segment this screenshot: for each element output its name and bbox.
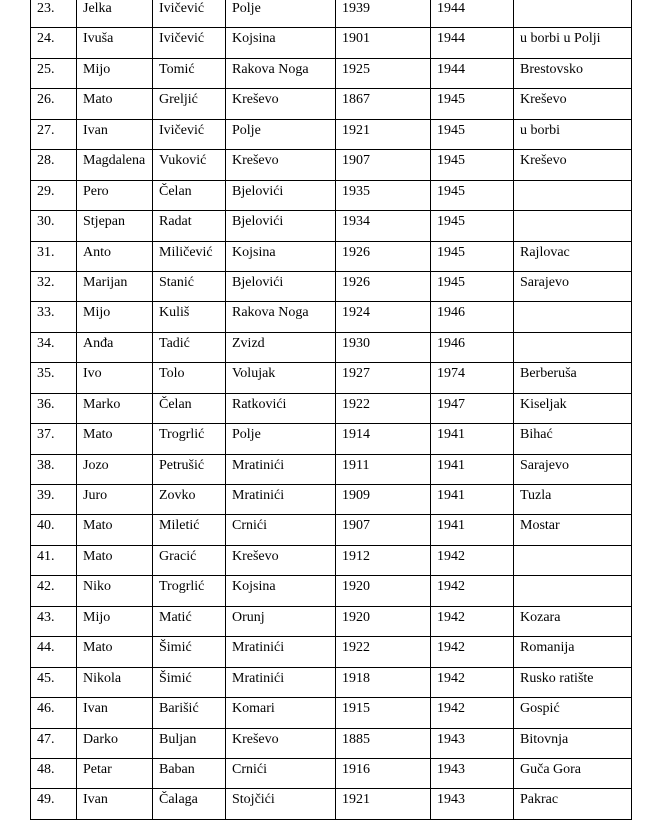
place-of-death-cell: [514, 332, 632, 362]
first-name-cell: Mato: [77, 515, 153, 545]
first-name-cell: Petar: [77, 758, 153, 788]
last-name-cell: Buljan: [153, 728, 226, 758]
death-year-cell: 1941: [431, 515, 514, 545]
row-number-cell: 40.: [31, 515, 77, 545]
death-year-cell: 1943: [431, 728, 514, 758]
birth-year-cell: 1924: [336, 302, 431, 332]
birthplace-cell: Crnići: [226, 515, 336, 545]
last-name-cell: Tolo: [153, 363, 226, 393]
row-number-cell: 28.: [31, 150, 77, 180]
first-name-cell: Mijo: [77, 302, 153, 332]
table-row: [31, 789, 632, 819]
death-year-cell: 1944: [431, 58, 514, 88]
table-row: [31, 515, 632, 545]
death-year-cell: 1946: [431, 302, 514, 332]
table-row: [31, 424, 632, 454]
row-number-cell: 46.: [31, 698, 77, 728]
table-body: [31, 0, 632, 819]
birth-year-cell: 1885: [336, 728, 431, 758]
last-name-cell: Matić: [153, 606, 226, 636]
death-year-cell: 1941: [431, 454, 514, 484]
birth-year-cell: 1911: [336, 454, 431, 484]
row-number-cell: 44.: [31, 637, 77, 667]
birth-year-cell: 1921: [336, 119, 431, 149]
death-year-cell: 1945: [431, 180, 514, 210]
birth-year-cell: 1867: [336, 89, 431, 119]
death-year-cell: 1946: [431, 332, 514, 362]
death-year-cell: 1942: [431, 667, 514, 697]
first-name-cell: Juro: [77, 485, 153, 515]
birth-year-cell: 1926: [336, 271, 431, 301]
row-number-cell: 24.: [31, 28, 77, 58]
table-row: [31, 758, 632, 788]
death-year-cell: 1942: [431, 576, 514, 606]
birth-year-cell: 1918: [336, 667, 431, 697]
death-year-cell: 1974: [431, 363, 514, 393]
first-name-cell: Mijo: [77, 58, 153, 88]
row-number-cell: 33.: [31, 302, 77, 332]
birthplace-cell: Mratinići: [226, 454, 336, 484]
death-year-cell: 1942: [431, 637, 514, 667]
birthplace-cell: Ratkovići: [226, 393, 336, 423]
first-name-cell: Ivo: [77, 363, 153, 393]
place-of-death-cell: Sarajevo: [514, 454, 632, 484]
last-name-cell: Miličević: [153, 241, 226, 271]
birthplace-cell: Kreševo: [226, 89, 336, 119]
birthplace-cell: Rakova Noga: [226, 302, 336, 332]
death-year-cell: 1942: [431, 545, 514, 575]
table-row: [31, 28, 632, 58]
table-row: [31, 545, 632, 575]
place-of-death-cell: Guča Gora: [514, 758, 632, 788]
last-name-cell: Petrušić: [153, 454, 226, 484]
death-year-cell: 1941: [431, 424, 514, 454]
birthplace-cell: Zvizd: [226, 332, 336, 362]
first-name-cell: Ivan: [77, 119, 153, 149]
last-name-cell: Čelan: [153, 180, 226, 210]
death-year-cell: 1944: [431, 28, 514, 58]
row-number-cell: 29.: [31, 180, 77, 210]
birthplace-cell: Stojčići: [226, 789, 336, 819]
birthplace-cell: Kojsina: [226, 241, 336, 271]
first-name-cell: Ivuša: [77, 28, 153, 58]
first-name-cell: Mijo: [77, 606, 153, 636]
birth-year-cell: 1922: [336, 637, 431, 667]
place-of-death-cell: Kreševo: [514, 89, 632, 119]
birthplace-cell: Komari: [226, 698, 336, 728]
birth-year-cell: 1909: [336, 485, 431, 515]
last-name-cell: Ivičević: [153, 28, 226, 58]
victims-table: [30, 0, 632, 820]
place-of-death-cell: [514, 0, 632, 28]
last-name-cell: Šimić: [153, 667, 226, 697]
place-of-death-cell: Kreševo: [514, 150, 632, 180]
death-year-cell: 1945: [431, 211, 514, 241]
table-row: [31, 58, 632, 88]
death-year-cell: 1945: [431, 89, 514, 119]
row-number-cell: 37.: [31, 424, 77, 454]
row-number-cell: 48.: [31, 758, 77, 788]
birthplace-cell: Crnići: [226, 758, 336, 788]
table-row: [31, 698, 632, 728]
first-name-cell: Ivan: [77, 789, 153, 819]
table-row: [31, 241, 632, 271]
place-of-death-cell: Rusko ratište: [514, 667, 632, 697]
birth-year-cell: 1914: [336, 424, 431, 454]
first-name-cell: Marko: [77, 393, 153, 423]
table-row: [31, 606, 632, 636]
birth-year-cell: 1916: [336, 758, 431, 788]
first-name-cell: Niko: [77, 576, 153, 606]
birthplace-cell: Mratinići: [226, 667, 336, 697]
first-name-cell: Magdalena: [77, 150, 153, 180]
first-name-cell: Mato: [77, 424, 153, 454]
last-name-cell: Vuković: [153, 150, 226, 180]
birth-year-cell: 1907: [336, 515, 431, 545]
last-name-cell: Trogrlić: [153, 424, 226, 454]
birth-year-cell: 1930: [336, 332, 431, 362]
row-number-cell: 38.: [31, 454, 77, 484]
first-name-cell: Jozo: [77, 454, 153, 484]
first-name-cell: Marijan: [77, 271, 153, 301]
row-number-cell: 35.: [31, 363, 77, 393]
first-name-cell: Darko: [77, 728, 153, 758]
row-number-cell: 42.: [31, 576, 77, 606]
birthplace-cell: Bjelovići: [226, 211, 336, 241]
row-number-cell: 23.: [31, 0, 77, 28]
place-of-death-cell: Romanija: [514, 637, 632, 667]
last-name-cell: Greljić: [153, 89, 226, 119]
row-number-cell: 49.: [31, 789, 77, 819]
death-year-cell: 1943: [431, 789, 514, 819]
first-name-cell: Mato: [77, 545, 153, 575]
birthplace-cell: Polje: [226, 0, 336, 28]
birthplace-cell: Kreševo: [226, 545, 336, 575]
birthplace-cell: Kreševo: [226, 150, 336, 180]
birthplace-cell: Polje: [226, 424, 336, 454]
birthplace-cell: Kreševo: [226, 728, 336, 758]
last-name-cell: Ivičević: [153, 0, 226, 28]
place-of-death-cell: [514, 211, 632, 241]
first-name-cell: Mato: [77, 637, 153, 667]
table-row: [31, 180, 632, 210]
birthplace-cell: Bjelovići: [226, 271, 336, 301]
last-name-cell: Barišić: [153, 698, 226, 728]
place-of-death-cell: u borbi u Polji: [514, 28, 632, 58]
first-name-cell: Anđa: [77, 332, 153, 362]
place-of-death-cell: Gospić: [514, 698, 632, 728]
place-of-death-cell: [514, 576, 632, 606]
place-of-death-cell: Kozara: [514, 606, 632, 636]
birth-year-cell: 1934: [336, 211, 431, 241]
place-of-death-cell: Brestovsko: [514, 58, 632, 88]
table-row: [31, 576, 632, 606]
last-name-cell: Ivičević: [153, 119, 226, 149]
place-of-death-cell: Bihać: [514, 424, 632, 454]
first-name-cell: Stjepan: [77, 211, 153, 241]
last-name-cell: Kuliš: [153, 302, 226, 332]
birth-year-cell: 1907: [336, 150, 431, 180]
last-name-cell: Čalaga: [153, 789, 226, 819]
birth-year-cell: 1901: [336, 28, 431, 58]
last-name-cell: Stanić: [153, 271, 226, 301]
table-row: [31, 271, 632, 301]
death-year-cell: 1945: [431, 150, 514, 180]
birth-year-cell: 1920: [336, 606, 431, 636]
place-of-death-cell: Kiseljak: [514, 393, 632, 423]
row-number-cell: 41.: [31, 545, 77, 575]
first-name-cell: Anto: [77, 241, 153, 271]
birthplace-cell: Bjelovići: [226, 180, 336, 210]
birthplace-cell: Volujak: [226, 363, 336, 393]
place-of-death-cell: [514, 545, 632, 575]
row-number-cell: 30.: [31, 211, 77, 241]
row-number-cell: 36.: [31, 393, 77, 423]
birth-year-cell: 1912: [336, 545, 431, 575]
first-name-cell: Jelka: [77, 0, 153, 28]
table-row: [31, 454, 632, 484]
birth-year-cell: 1927: [336, 363, 431, 393]
row-number-cell: 31.: [31, 241, 77, 271]
row-number-cell: 27.: [31, 119, 77, 149]
table-row: [31, 0, 632, 28]
birthplace-cell: Polje: [226, 119, 336, 149]
table-row: [31, 485, 632, 515]
last-name-cell: Tadić: [153, 332, 226, 362]
place-of-death-cell: Bitovnja: [514, 728, 632, 758]
place-of-death-cell: Rajlovac: [514, 241, 632, 271]
birthplace-cell: Mratinići: [226, 485, 336, 515]
first-name-cell: Mato: [77, 89, 153, 119]
row-number-cell: 34.: [31, 332, 77, 362]
last-name-cell: Miletić: [153, 515, 226, 545]
birth-year-cell: 1935: [336, 180, 431, 210]
row-number-cell: 26.: [31, 89, 77, 119]
place-of-death-cell: Tuzla: [514, 485, 632, 515]
place-of-death-cell: u borbi: [514, 119, 632, 149]
table-row: [31, 332, 632, 362]
first-name-cell: Ivan: [77, 698, 153, 728]
row-number-cell: 32.: [31, 271, 77, 301]
place-of-death-cell: Berberuša: [514, 363, 632, 393]
place-of-death-cell: [514, 180, 632, 210]
place-of-death-cell: Sarajevo: [514, 271, 632, 301]
death-year-cell: 1941: [431, 485, 514, 515]
table-row: [31, 728, 632, 758]
birth-year-cell: 1925: [336, 58, 431, 88]
table-row: [31, 89, 632, 119]
table-row: [31, 393, 632, 423]
table-row: [31, 363, 632, 393]
last-name-cell: Čelan: [153, 393, 226, 423]
table-row: [31, 119, 632, 149]
last-name-cell: Trogrlić: [153, 576, 226, 606]
table-row: [31, 667, 632, 697]
death-year-cell: 1942: [431, 606, 514, 636]
death-year-cell: 1947: [431, 393, 514, 423]
row-number-cell: 39.: [31, 485, 77, 515]
birth-year-cell: 1921: [336, 789, 431, 819]
death-year-cell: 1943: [431, 758, 514, 788]
table-row: [31, 211, 632, 241]
table-row: [31, 150, 632, 180]
row-number-cell: 43.: [31, 606, 77, 636]
death-year-cell: 1945: [431, 271, 514, 301]
birth-year-cell: 1915: [336, 698, 431, 728]
death-year-cell: 1944: [431, 0, 514, 28]
row-number-cell: 45.: [31, 667, 77, 697]
place-of-death-cell: [514, 302, 632, 332]
birth-year-cell: 1939: [336, 0, 431, 28]
death-year-cell: 1945: [431, 241, 514, 271]
table-row: [31, 637, 632, 667]
birth-year-cell: 1926: [336, 241, 431, 271]
birthplace-cell: Kojsina: [226, 576, 336, 606]
place-of-death-cell: Pakrac: [514, 789, 632, 819]
last-name-cell: Zovko: [153, 485, 226, 515]
last-name-cell: Baban: [153, 758, 226, 788]
birthplace-cell: Kojsina: [226, 28, 336, 58]
row-number-cell: 25.: [31, 58, 77, 88]
table-row: [31, 302, 632, 332]
last-name-cell: Tomić: [153, 58, 226, 88]
birthplace-cell: Rakova Noga: [226, 58, 336, 88]
last-name-cell: Gracić: [153, 545, 226, 575]
birth-year-cell: 1922: [336, 393, 431, 423]
last-name-cell: Šimić: [153, 637, 226, 667]
first-name-cell: Pero: [77, 180, 153, 210]
last-name-cell: Radat: [153, 211, 226, 241]
place-of-death-cell: Mostar: [514, 515, 632, 545]
death-year-cell: 1942: [431, 698, 514, 728]
birthplace-cell: Orunj: [226, 606, 336, 636]
birthplace-cell: Mratinići: [226, 637, 336, 667]
birth-year-cell: 1920: [336, 576, 431, 606]
first-name-cell: Nikola: [77, 667, 153, 697]
row-number-cell: 47.: [31, 728, 77, 758]
death-year-cell: 1945: [431, 119, 514, 149]
